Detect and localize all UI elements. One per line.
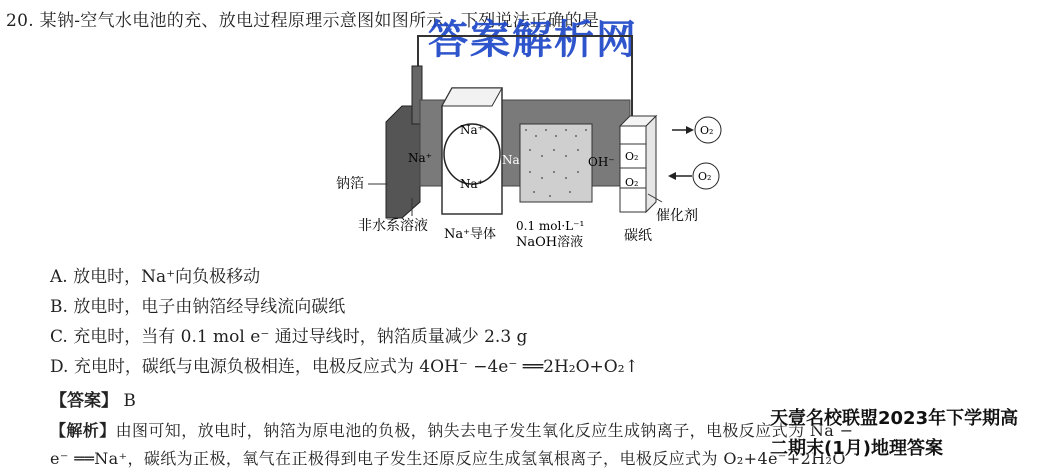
sodium-foil-label: 钠箔 [336,176,364,192]
analysis-text-2: e⁻ ══Na⁺，碳纸为正极，氧气在正极得到电子发生还原反应生成氢氧根离子，电极反应式为 O₂+4e⁻+2H₂O [50,449,846,468]
option-label: C. [50,327,68,347]
conductor-label: Na⁺导体 [444,227,496,242]
na-conductor-block [442,88,502,214]
option-label: D. [50,357,69,377]
nonaqueous-label: 非水系溶液 [358,218,428,234]
analysis-line-1 [50,418,854,441]
option-label: B. [50,297,68,317]
question-number: 20. [6,11,34,31]
option-c [50,322,527,347]
answer-line [50,386,136,411]
analysis-label: 【解析】 [50,421,116,440]
carbon-paper-stack [620,116,656,212]
analysis-line-2 [50,446,846,469]
overlay-badge-line-2: 二期末(1月)地理答案 [770,438,943,459]
watermark: 答案解析网 [428,17,638,63]
question-text: 某钠-空气水电池的充、放电过程原理示意图如图所示，下列说法正确的是 [39,11,600,31]
analysis-text-1: 由图可知，放电时，钠箔为原电池的负极，钠失去电子发生氧化反应生成钠离子，电极反应式为 Na − [115,421,854,440]
catalyst-label: 催化剂 [656,208,698,224]
battery-diagram [330,26,730,256]
na-label-4: Na [502,153,520,167]
overlay-badge-line-1: 天壹名校联盟2023年下学期高 [770,408,1019,429]
option-label: A. [50,267,68,287]
option-text: 放电时，电子由钠箔经导线流向碳纸 [73,297,346,317]
o2-top-label: O₂ [625,150,639,163]
o2-bottom-label: O₂ [625,176,639,189]
o2-out-label: O₂ [700,124,714,137]
carbon-paper-label: 碳纸 [624,228,652,244]
na-ion-label-1: Na⁺ [460,123,484,137]
option-text: 充电时，当有 0.1 mol e⁻ 通过导线时，钠箔质量减少 2.3 g [73,327,528,347]
option-text: 放电时，Na⁺向负极移动 [73,267,261,287]
option-b [50,292,345,317]
option-d [50,352,639,377]
naoh-solution-label: NaOH溶液 [516,235,584,250]
option-text: 充电时，碳纸与电源负极相连，电极反应式为 4OH⁻ −4e⁻ ══2H₂O+O₂↑ [73,357,639,377]
naoh-conc-label: 0.1 mol·L⁻¹ [516,219,585,233]
oh-ion-label: OH⁻ [588,155,615,169]
na-ion-label-3: Na⁺ [460,177,484,191]
answer-value: B [123,391,136,411]
conductor-top-face [442,88,502,106]
option-a [50,262,260,287]
answer-label: 【答案】 [50,391,118,411]
na-ion-label-2: Na⁺ [408,151,432,165]
o2-in-label: O₂ [698,170,712,183]
